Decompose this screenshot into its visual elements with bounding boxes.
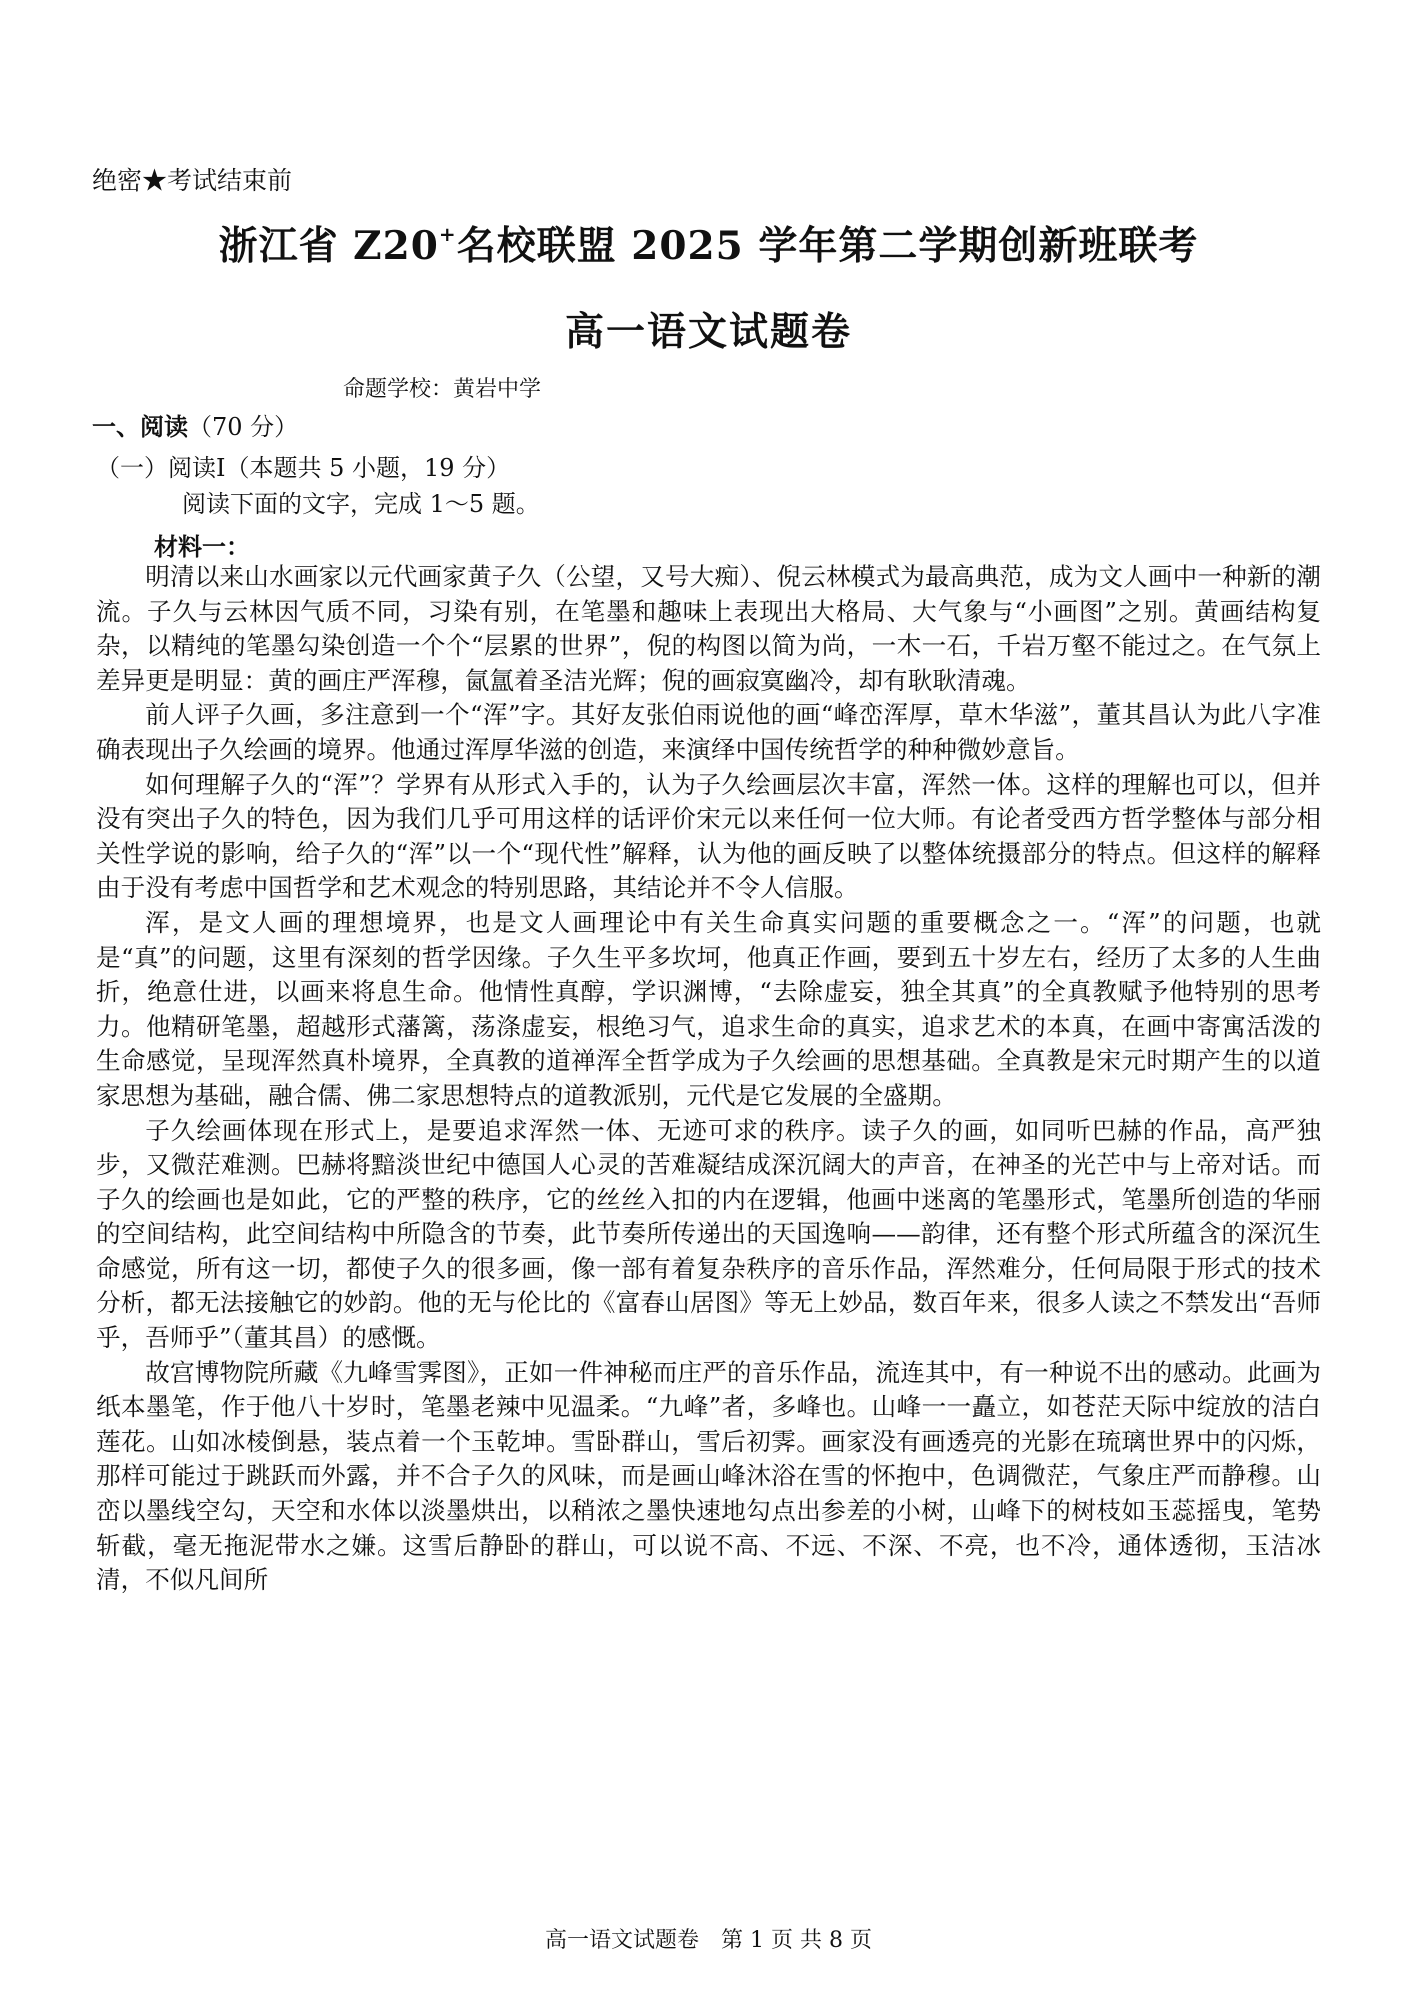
section-heading-text: 一、阅读 [92,412,188,441]
page-footer: 高一语文试题卷 第 1 页 共 8 页 [545,1928,872,1953]
paragraph-5: 子久绘画体现在形式上，是要追求浑然一体、无迹可求的秩序。读子久的画，如同听巴赫的作品，高严独步，又微茫难测。巴赫将黯淡世纪中德国人心灵的苦难凝结成深沉阔大的声音，在神圣的光芒中与上帝对话。而子久的绘画也是如此，它的严整的秩序，它的丝丝入扣的内在逻辑，他画中迷离的笔墨形式，笔墨所创造的华丽的空间结构，此空间结构中所隐含的节奏，此节奏所传递出的天国逸响——韵律，还有整个形式所蕴含的深沉生命感觉，所有这一切，都使子久的很多画，像一部有着复杂秩序的音乐作品，浑然难分，任何局限于形式的技术分析，都无法接触它的妙韵。他的无与伦比的《富春山居图》等无上妙品，数百年来，很多人读之不禁发出“吾师乎，吾师乎”（董其昌）的感慨。 [96,1115,1321,1353]
instruction-text: 阅读下面的文字，完成 1～5 题。 [182,490,540,518]
paragraph-1: 明清以来山水画家以元代画家黄子久（公望，又号大痴）、倪云林模式为最高典范，成为文人画中一种新的潮流。子久与云林因气质不同，习染有别，在笔墨和趣味上表现出大格局、大气象与“小画图”之别。黄画结构复杂，以精纯的笔墨勾染创造一个个“层累的世界”，倪的构图以简为尚，一木一石，千岩万壑不能过之。在气氛上差异更是明显：黄的画庄严浑穆，氤氲着圣洁光辉；倪的画寂寞幽冷，却有耿耿清魂。 [96,562,1321,695]
section-score: （70 分） [188,413,299,441]
exam-title [0,215,1417,271]
paragraph-2: 前人评子久画，多注意到一个“浑”字。其好友张伯雨说他的画“峰峦浑厚，草木华滋”，董其昌认为此八字准确表现出子久绘画的境界。他通过浑厚华滋的创造，来演绎中国传统哲学的种种微妙意旨。 [96,700,1321,764]
passage-body [96,560,1321,1598]
exam-title-pre: 浙江省 Z20 [218,223,439,269]
paragraph-3: 如何理解子久的“浑”？学界有从形式入手的，认为子久绘画层次丰富，浑然一体。这样的理解也可以，但并没有突出子久的特色，因为我们几乎可用这样的话评价宋元以来任何一位大师。有论者受西方哲学整体与部分相关性学说的影响，给子久的“浑”以一个“现代性”解释，认为他的画反映了以整体统摄部分的特点。但这样的解释由于没有考虑中国哲学和艺术观念的特别思路，其结论并不令人信服。 [96,769,1321,903]
paragraph-6: 故宫博物院所藏《九峰雪霁图》，正如一件神秘而庄严的音乐作品，流连其中，有一种说不出的感动。此画为纸本墨笔，作于他八十岁时，笔墨老辣中见温柔。“九峰”者，多峰也。山峰一一矗立，如苍茫天际中绽放的洁白莲花。山如冰棱倒悬，装点着一个玉乾坤。雪卧群山，雪后初霁。画家没有画透亮的光影在琉璃世界中的闪烁，那样可能过于跳跃而外露，并不合子久的风味，而是画山峰沐浴在雪的怀抱中，色调微茫，气象庄严而静穆。山峦以墨线空勾，天空和水体以淡墨烘出，以稍浓之墨快速地勾点出参差的小树，山峰下的树枝如玉蕊摇曳，笔势斩截，毫无拖泥带水之嫌。这雪后静卧的群山，可以说不高、不远、不深、不亮，也不冷，通体透彻，玉洁冰清，不似凡间所 [96,1357,1321,1595]
subsection-heading: （一）阅读Ⅰ（本题共 5 小题，19 分） [96,454,511,482]
paragraph-4: 浑，是文人画的理想境界，也是文人画理论中有关生命真实问题的重要概念之一。“浑”的问题，也就是“真”的问题，这里有深刻的哲学因缘。子久生平多坎坷，他真正作画，要到五十岁左右，经历了太多的人生曲折，绝意仕进，以画来将息生命。他情性真醇，学识渊博，“去除虚妄，独全其真”的全真教赋予他特别的思考力。他精研笔墨，超越形式藩篱，荡涤虚妄，根绝习气，追求生命的真实，追求艺术的本真，在画中寄寓活泼的生命感觉，呈现浑然真朴境界，全真教的道禅浑全哲学成为子久绘画的思想基础。全真教是宋元时期产生的以道家思想为基础，融合儒、佛二家思想特点的道教派别，元代是它发展的全盛期。 [96,907,1321,1110]
section-heading [92,407,298,442]
school-label: 命题学校：黄岩中学 [343,377,542,402]
exam-subtitle: 高一语文试题卷 [564,309,852,355]
confidential-label: 绝密★考试结束前 [92,166,293,195]
exam-title-post: 名校联盟 2025 学年第二学期创新班联考 [456,223,1199,269]
material-label: 材料一： [154,532,250,561]
exam-title-sup: + [438,222,457,246]
